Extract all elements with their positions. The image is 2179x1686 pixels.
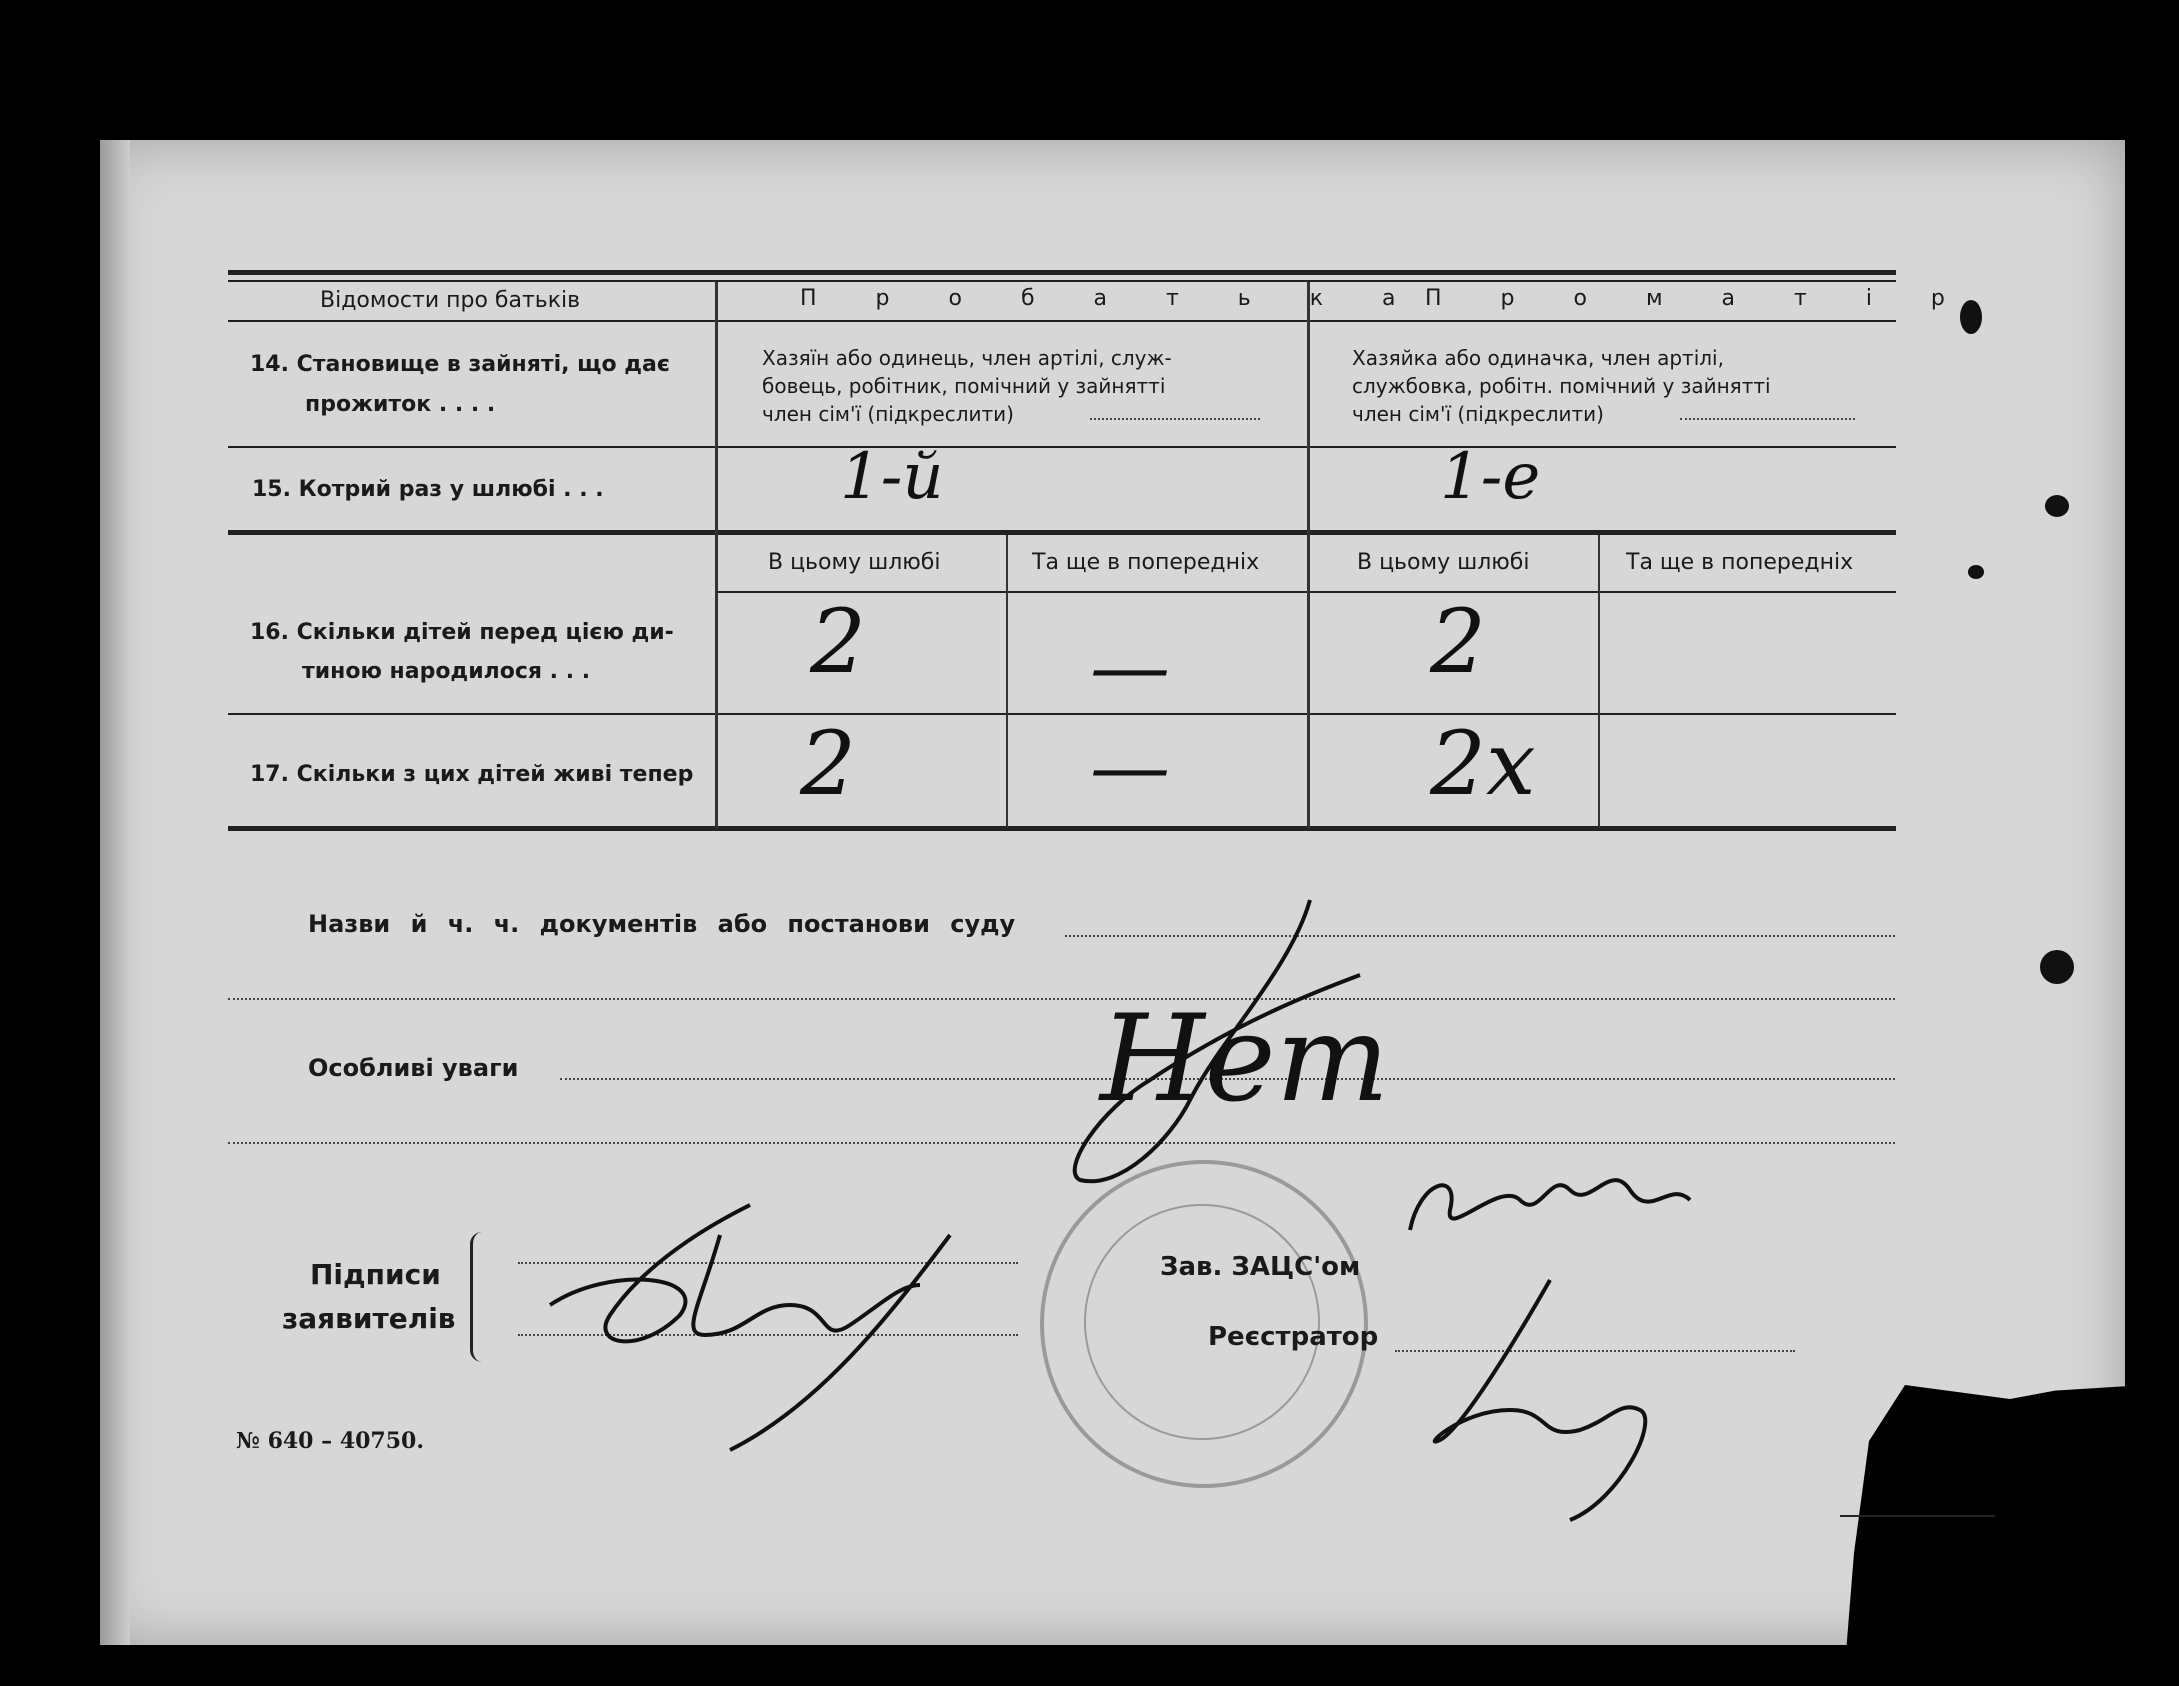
subheader-father-current: В цьому шлюбі <box>768 550 941 575</box>
column-divider <box>715 282 718 828</box>
head-label: Зав. ЗАЦС'ом <box>1160 1252 1361 1282</box>
torn-corner <box>1845 1385 2145 1665</box>
margin-rule <box>1840 1515 1995 1517</box>
page-edge <box>100 140 130 1645</box>
subheader-mother-previous: Та ще в попередніх <box>1626 550 1854 575</box>
row16-label: 16. Скільки дітей перед цією ди- <box>250 620 674 645</box>
header-parents-info: Відомости про батьків <box>320 288 581 313</box>
row14-mother-text: службовка, робітн. помічний у зайнятті <box>1352 374 1771 398</box>
subheader-father-previous: Та ще в попередніх <box>1032 550 1260 575</box>
applicants-label-cont: заявителів <box>282 1302 456 1335</box>
row15-rule <box>228 530 1896 535</box>
row16-mother-current: 2 <box>1430 590 1486 693</box>
ink-blot <box>2045 495 2069 517</box>
row16-label-cont: тиною народилося . . . <box>302 659 591 684</box>
table-top-rule <box>228 270 1896 275</box>
dotted-line <box>1090 418 1260 420</box>
subheader-rule <box>715 591 1896 593</box>
row16-father-current: 2 <box>810 590 866 693</box>
row14-father-text: Хазяїн або одинець, член артілі, служ- <box>762 346 1172 370</box>
row15-label: 15. Котрий раз у шлюбі . . . <box>252 477 604 502</box>
row15-mother-value: 1-е <box>1440 440 1541 514</box>
header-father: П р о б а т ь к а <box>800 286 1422 311</box>
row14-label: 14. Становище в зайняті, що дає <box>250 352 670 377</box>
remarks-label: Особливі уваги <box>308 1054 519 1082</box>
documents-label: Назви й ч. ч. документів або постанови суду <box>308 910 1016 938</box>
header-rule <box>228 320 1896 322</box>
table-top-rule-thin <box>228 280 1896 282</box>
head-signature <box>1400 1150 1700 1260</box>
row14-father-text: член сім'ї (підкреслити) <box>762 402 1014 426</box>
row14-mother-text: Хазяйка або одиначка, член артілі, <box>1352 346 1724 370</box>
applicants-label: Підписи <box>310 1258 441 1291</box>
column-divider <box>1598 535 1600 828</box>
remarks-value: Нет <box>1100 990 1390 1129</box>
row14-mother-text: член сім'ї (підкреслити) <box>1352 402 1604 426</box>
ink-blot <box>2040 950 2074 984</box>
subheader-mother-current: В цьому шлюбі <box>1357 550 1530 575</box>
table-bottom-rule <box>228 826 1896 831</box>
registrar-signature <box>1420 1270 1700 1530</box>
column-divider <box>1307 282 1310 828</box>
row17-label: 17. Скільки з цих дітей живі тепер <box>250 762 694 787</box>
form-number: № 640 – 40750. <box>236 1428 425 1454</box>
row14-father-text: бовець, робітник, помічний у зайнятті <box>762 374 1166 398</box>
applicant-signature <box>530 1195 1000 1465</box>
registrar-label: Реєстратор <box>1208 1322 1379 1352</box>
brace <box>470 1232 493 1362</box>
row17-mother-current: 2х <box>1430 712 1536 815</box>
row14-label-cont: прожиток . . . . <box>305 392 496 417</box>
row17-father-previous: — <box>1090 720 1170 813</box>
row14-rule <box>228 446 1896 448</box>
header-mother: П р о м а т і р <box>1425 286 1971 311</box>
column-divider <box>1006 535 1008 828</box>
row17-father-current: 2 <box>800 712 856 815</box>
dotted-line <box>1680 418 1855 420</box>
remarks-flourish <box>1060 880 1360 1200</box>
row16-rule <box>228 713 1896 715</box>
row16-father-previous: — <box>1090 620 1170 713</box>
row15-father-value: 1-й <box>840 440 944 514</box>
ink-blot <box>1968 565 1984 579</box>
